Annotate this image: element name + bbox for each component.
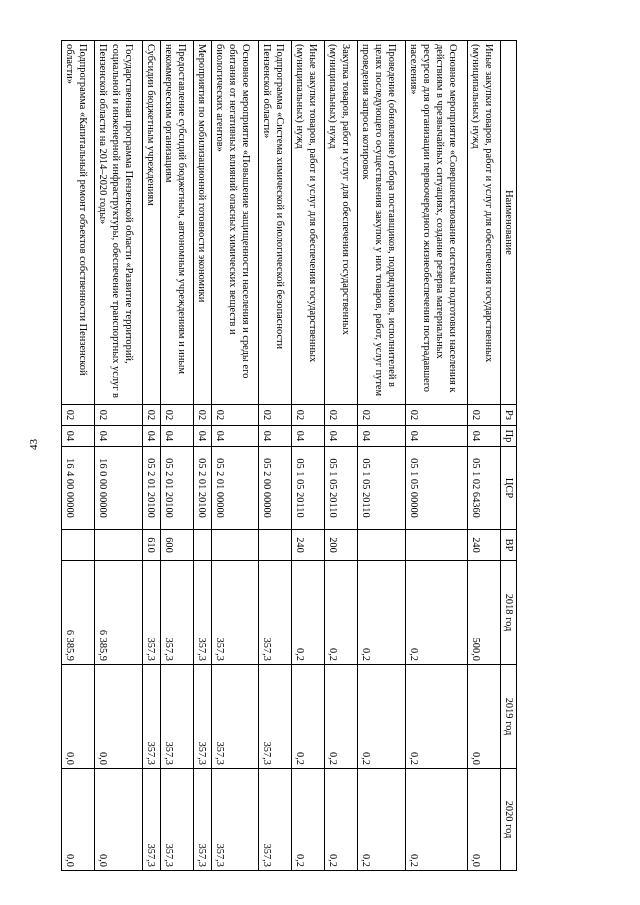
row-2019: 357,3 xyxy=(160,665,193,769)
row-vr xyxy=(211,530,259,561)
row-csr: 05 2 01 20100 xyxy=(193,447,211,530)
row-2019: 357,3 xyxy=(142,665,160,769)
row-rz: 02 xyxy=(62,405,95,426)
row-2020: 0,2 xyxy=(292,769,325,871)
header-name: Наименование xyxy=(501,41,517,405)
row-rz: 02 xyxy=(94,405,142,426)
row-csr: 05 2 00 00000 xyxy=(259,447,292,530)
table-row xyxy=(405,41,467,871)
row-pr: 04 xyxy=(94,426,142,447)
row-2020: 357,3 xyxy=(142,769,160,871)
table-row xyxy=(292,41,325,871)
row-vr: 600 xyxy=(160,530,193,561)
row-2020: 0,2 xyxy=(358,769,406,871)
row-csr: 05 1 05 00000 xyxy=(405,447,467,530)
row-vr xyxy=(193,530,211,561)
budget-table-rotated xyxy=(61,40,517,870)
row-rz: 02 xyxy=(259,405,292,426)
row-name: Основное мероприятие «Повышение защищенности населения и среды его обитания от негативных влияний опасных химических веществ и биологических агентов» xyxy=(211,41,259,405)
row-rz: 02 xyxy=(468,405,501,426)
row-2018: 6 385,9 xyxy=(94,561,142,665)
row-rz: 02 xyxy=(325,405,358,426)
row-2018: 0,2 xyxy=(405,561,467,665)
row-pr: 04 xyxy=(325,426,358,447)
row-rz: 02 xyxy=(193,405,211,426)
row-vr xyxy=(62,530,95,561)
header-2020: 2020 год xyxy=(501,769,517,871)
row-pr: 04 xyxy=(62,426,95,447)
row-2018: 6 385,9 xyxy=(62,561,95,665)
row-pr: 04 xyxy=(193,426,211,447)
row-2018: 0,2 xyxy=(325,561,358,665)
row-name: Подпрограмма «Капитальный ремонт объектов собственности Пензенской области» xyxy=(62,41,95,405)
row-vr: 610 xyxy=(142,530,160,561)
table-row xyxy=(259,41,292,871)
row-2018: 500,0 xyxy=(468,561,501,665)
row-2019: 357,3 xyxy=(259,665,292,769)
row-rz: 02 xyxy=(358,405,406,426)
table-row xyxy=(193,41,211,871)
table-row xyxy=(358,41,406,871)
row-2018: 357,3 xyxy=(160,561,193,665)
row-csr: 16 4 00 00000 xyxy=(62,447,95,530)
row-name: Иные закупки товаров, работ и услуг для обеспечения государственных (муниципальных) нужд xyxy=(468,41,501,405)
row-2020: 0,0 xyxy=(94,769,142,871)
row-csr: 05 2 01 20100 xyxy=(160,447,193,530)
row-2018: 0,2 xyxy=(292,561,325,665)
row-2019: 0,2 xyxy=(358,665,406,769)
row-name: Закупка товаров, работ и услуг для обеспечения государственных (муниципальных) нужд xyxy=(325,41,358,405)
header-rz: Рз xyxy=(501,405,517,426)
row-rz: 02 xyxy=(160,405,193,426)
row-2019: 357,3 xyxy=(211,665,259,769)
row-csr: 05 1 05 20110 xyxy=(325,447,358,530)
row-pr: 04 xyxy=(142,426,160,447)
row-2020: 357,3 xyxy=(211,769,259,871)
row-2018: 357,3 xyxy=(142,561,160,665)
row-2019: 0,2 xyxy=(292,665,325,769)
row-rz: 02 xyxy=(211,405,259,426)
row-2019: 0,0 xyxy=(468,665,501,769)
row-csr: 05 2 01 00000 xyxy=(211,447,259,530)
row-name: Предоставление субсидий бюджетным, автономным учреждениям и иным некоммерческим организациям xyxy=(160,41,193,405)
table-row xyxy=(62,41,95,871)
table-row xyxy=(211,41,259,871)
row-name: Иные закупки товаров, работ и услуг для обеспечения государственных (муниципальных) нужд xyxy=(292,41,325,405)
row-vr xyxy=(405,530,467,561)
row-2020: 0,0 xyxy=(468,769,501,871)
row-csr: 05 2 01 20100 xyxy=(142,447,160,530)
row-vr xyxy=(358,530,406,561)
row-2019: 0,0 xyxy=(94,665,142,769)
row-rz: 02 xyxy=(142,405,160,426)
row-pr: 04 xyxy=(259,426,292,447)
table-row xyxy=(468,41,501,871)
row-2018: 357,3 xyxy=(211,561,259,665)
row-name: Основное мероприятие «Совершенствование системы подготовки населения к действиям в чрезвычайных ситуациях, создание резерва материальных ресурсов для организации первоочередного жизнеобеспечения пострадавшего населения» xyxy=(405,41,467,405)
row-2020: 0,2 xyxy=(405,769,467,871)
header-vr: ВР xyxy=(501,530,517,561)
row-2020: 0,2 xyxy=(325,769,358,871)
page-number: 43 xyxy=(28,439,40,450)
row-pr: 04 xyxy=(358,426,406,447)
header-pr: Пр xyxy=(501,426,517,447)
row-csr: 05 1 05 20110 xyxy=(292,447,325,530)
table-row xyxy=(142,41,160,871)
row-pr: 04 xyxy=(468,426,501,447)
header-row xyxy=(501,41,517,871)
row-2018: 357,3 xyxy=(193,561,211,665)
row-rz: 02 xyxy=(292,405,325,426)
row-2018: 357,3 xyxy=(259,561,292,665)
budget-table xyxy=(61,40,517,871)
row-vr: 240 xyxy=(468,530,501,561)
row-pr: 04 xyxy=(160,426,193,447)
row-2020: 357,3 xyxy=(160,769,193,871)
row-name: Мероприятия по мобилизационной готовности экономики xyxy=(193,41,211,405)
row-csr: 16 0 00 00000 xyxy=(94,447,142,530)
row-pr: 04 xyxy=(211,426,259,447)
row-vr xyxy=(259,530,292,561)
header-csr: ЦСР xyxy=(501,447,517,530)
row-2020: 357,3 xyxy=(193,769,211,871)
row-vr: 200 xyxy=(325,530,358,561)
row-pr: 04 xyxy=(292,426,325,447)
row-rz: 02 xyxy=(405,405,467,426)
row-csr: 05 1 05 20110 xyxy=(358,447,406,530)
row-name: Проведение (обновление) отбора поставщиков, подрядчиков, исполнителей в целях последующего осуществления закупок у них товаров, работ, услуг путем проведения запроса котировок xyxy=(358,41,406,405)
header-2019: 2019 год xyxy=(501,665,517,769)
row-csr: 05 1 02 64360 xyxy=(468,447,501,530)
table-row xyxy=(325,41,358,871)
row-name: Подпрограмма «Система химической и биологической безопасности Пензенской области» xyxy=(259,41,292,405)
row-2018: 0,2 xyxy=(358,561,406,665)
row-name: Субсидии бюджетным учреждениям xyxy=(142,41,160,405)
row-name: Государственная программа Пензенской области «Развитие территорий, социальной и инженерной инфраструктуры, обеспечение транспортных услуг в Пензенской области на 2014–2020 годы» xyxy=(94,41,142,405)
header-2018: 2018 год xyxy=(501,561,517,665)
table-row xyxy=(94,41,142,871)
row-2019: 0,0 xyxy=(62,665,95,769)
table-row xyxy=(160,41,193,871)
row-2020: 357,3 xyxy=(259,769,292,871)
row-2019: 0,2 xyxy=(405,665,467,769)
row-2019: 0,2 xyxy=(325,665,358,769)
row-pr: 04 xyxy=(405,426,467,447)
row-2020: 0,0 xyxy=(62,769,95,871)
row-vr xyxy=(94,530,142,561)
row-2019: 357,3 xyxy=(193,665,211,769)
row-vr: 240 xyxy=(292,530,325,561)
